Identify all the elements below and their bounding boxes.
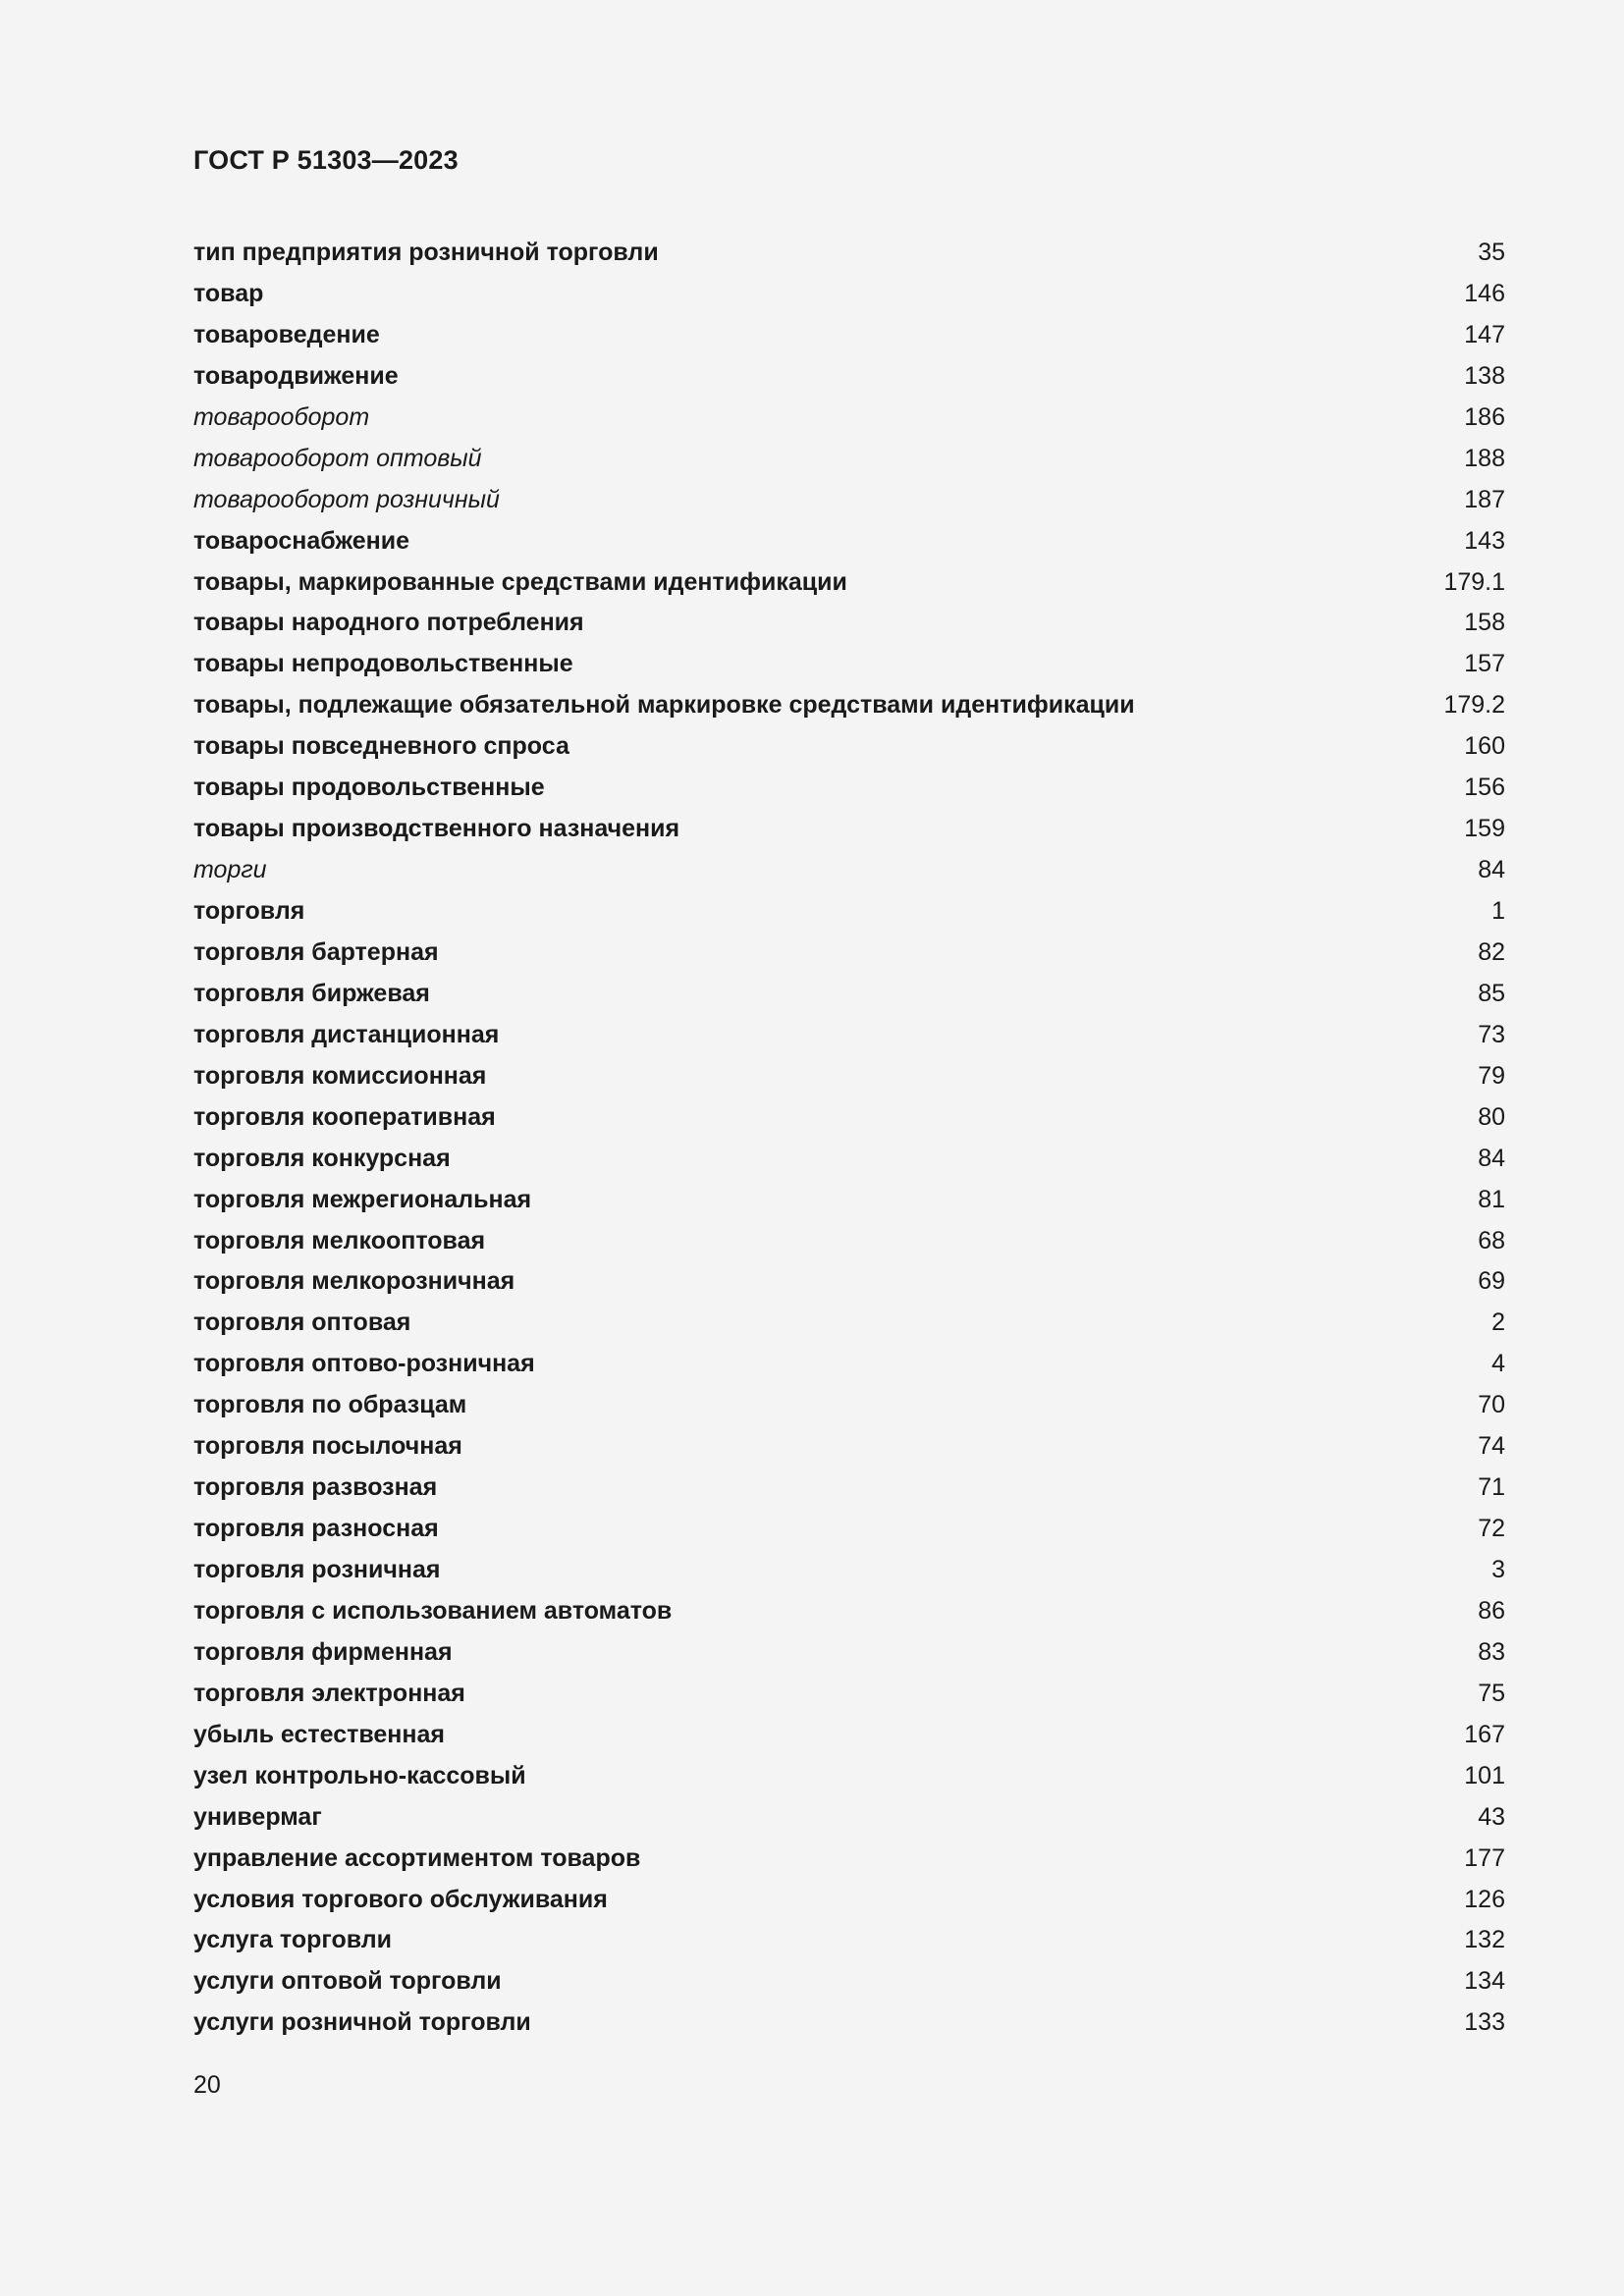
index-term: узел контрольно-кассовый <box>193 1761 526 1789</box>
index-ref-number: 82 <box>1478 937 1505 966</box>
index-term: товародвижение <box>193 361 399 390</box>
index-row <box>193 1467 1505 1508</box>
index-term: торговля оптовая <box>193 1308 411 1337</box>
index-ref-number: 68 <box>1478 1226 1505 1255</box>
index-ref-number: 160 <box>1464 732 1505 761</box>
index-row <box>193 602 1505 643</box>
index-term: торговля посылочная <box>193 1432 462 1461</box>
index-ref-number: 147 <box>1464 320 1505 348</box>
index-row <box>193 314 1505 355</box>
index-row <box>193 973 1505 1014</box>
index-ref-number: 69 <box>1478 1267 1505 1296</box>
index-ref-number: 157 <box>1464 650 1505 678</box>
index-term: тип предприятия розничной торговли <box>193 239 659 266</box>
index-term: торговля биржевая <box>193 979 430 1007</box>
index-ref-number: 101 <box>1464 1761 1505 1789</box>
index-ref-number: 2 <box>1491 1308 1505 1337</box>
index-term: торговля по образцам <box>193 1391 467 1419</box>
index-ref-number: 188 <box>1464 444 1505 472</box>
index-term: торговля розничная <box>193 1556 441 1583</box>
index-ref-number: 167 <box>1464 1720 1505 1748</box>
index-row <box>193 1796 1505 1838</box>
index-term: торговля разносная <box>193 1515 439 1543</box>
index-ref-number: 134 <box>1464 1967 1505 1996</box>
index-term: товароведение <box>193 320 380 348</box>
index-row <box>193 1838 1505 1879</box>
index-ref-number: 4 <box>1491 1350 1505 1378</box>
index-term: торговля оптово-розничная <box>193 1350 535 1378</box>
index-term: торговля мелкорозничная <box>193 1267 515 1296</box>
index-term: универмаг <box>193 1802 322 1831</box>
index-ref-number: 1 <box>1491 897 1505 925</box>
index-term: товарооборот <box>193 402 370 431</box>
index-ref-number: 156 <box>1464 774 1505 802</box>
index-ref-number: 179.2 <box>1443 691 1505 720</box>
index-row <box>193 355 1505 397</box>
index-term: торговля фирменная <box>193 1637 453 1666</box>
index-row <box>193 561 1505 603</box>
index-ref-number: 143 <box>1464 526 1505 555</box>
index-ref-number: 133 <box>1464 2008 1505 2037</box>
index-row <box>193 1220 1505 1261</box>
index-ref-number: 75 <box>1478 1679 1505 1707</box>
index-term: товарооборот розничный <box>193 485 500 513</box>
index-row <box>193 520 1505 561</box>
document-header: ГОСТ Р 51303—2023 <box>193 145 459 175</box>
index-ref-number: 35 <box>1478 239 1505 266</box>
index-row <box>193 808 1505 849</box>
index-ref-number: 86 <box>1478 1596 1505 1625</box>
index-term: товары, подлежащие обязательной маркировке средствами идентификации <box>193 691 1135 720</box>
index-term: торговля развозная <box>193 1473 438 1502</box>
index-term: торговля кооперативная <box>193 1102 496 1131</box>
index-row <box>193 849 1505 890</box>
index-row <box>193 1138 1505 1179</box>
index-ref-number: 179.1 <box>1443 567 1505 596</box>
index-term: товар <box>193 279 264 307</box>
term-index <box>193 232 1505 2043</box>
index-row <box>193 1631 1505 1673</box>
index-ref-number: 72 <box>1478 1515 1505 1543</box>
index-term: управление ассортиментом товаров <box>193 1843 641 1872</box>
index-ref-number: 138 <box>1464 361 1505 390</box>
index-row <box>193 1919 1505 1960</box>
index-row <box>193 932 1505 973</box>
index-term: торговля конкурсная <box>193 1144 451 1172</box>
index-row <box>193 1508 1505 1549</box>
index-ref-number: 126 <box>1464 1885 1505 1913</box>
index-ref-number: 132 <box>1464 1926 1505 1954</box>
index-row <box>193 1343 1505 1384</box>
index-ref-number: 74 <box>1478 1432 1505 1461</box>
index-ref-number: 146 <box>1464 279 1505 307</box>
index-row <box>193 1879 1505 1920</box>
index-ref-number: 3 <box>1491 1556 1505 1583</box>
index-term: товароснабжение <box>193 526 410 555</box>
index-term: торги <box>193 856 267 884</box>
index-ref-number: 186 <box>1464 402 1505 431</box>
index-row <box>193 725 1505 767</box>
index-term: товары производственного назначения <box>193 815 680 843</box>
index-row <box>193 232 1505 273</box>
index-row <box>193 479 1505 520</box>
index-ref-number: 159 <box>1464 815 1505 843</box>
index-ref-number: 84 <box>1478 1144 1505 1172</box>
index-ref-number: 187 <box>1464 485 1505 513</box>
index-term: услуги розничной торговли <box>193 2008 531 2037</box>
index-row <box>193 1960 1505 2002</box>
index-row <box>193 2002 1505 2043</box>
index-row <box>193 397 1505 438</box>
index-term: товары повседневного спроса <box>193 732 569 761</box>
index-ref-number: 43 <box>1478 1802 1505 1831</box>
index-term: товары непродовольственные <box>193 650 573 678</box>
index-row <box>193 1014 1505 1055</box>
index-ref-number: 177 <box>1464 1843 1505 1872</box>
index-ref-number: 85 <box>1478 979 1505 1007</box>
index-row <box>193 1755 1505 1796</box>
index-row <box>193 1096 1505 1138</box>
index-ref-number: 79 <box>1478 1061 1505 1090</box>
index-term: услуги оптовой торговли <box>193 1967 502 1996</box>
index-ref-number: 81 <box>1478 1185 1505 1213</box>
index-row <box>193 1260 1505 1302</box>
index-term: торговля мелкооптовая <box>193 1226 486 1255</box>
index-term: торговля бартерная <box>193 937 439 966</box>
index-term: товары, маркированные средствами идентификации <box>193 567 847 596</box>
index-row <box>193 1549 1505 1590</box>
index-term: условия торгового обслуживания <box>193 1885 608 1913</box>
index-row <box>193 1714 1505 1755</box>
index-row <box>193 1055 1505 1096</box>
index-row <box>193 890 1505 932</box>
index-ref-number: 80 <box>1478 1102 1505 1131</box>
index-row <box>193 767 1505 808</box>
index-term: торговля межрегиональная <box>193 1185 532 1213</box>
index-row <box>193 643 1505 684</box>
index-row <box>193 273 1505 314</box>
index-term: товары народного потребления <box>193 609 584 637</box>
index-term: услуга торговли <box>193 1926 393 1954</box>
index-ref-number: 83 <box>1478 1637 1505 1666</box>
index-row <box>193 1179 1505 1220</box>
index-row <box>193 1590 1505 1631</box>
index-term: товары продовольственные <box>193 774 545 802</box>
index-ref-number: 73 <box>1478 1020 1505 1048</box>
index-ref-number: 70 <box>1478 1391 1505 1419</box>
index-row <box>193 1302 1505 1343</box>
index-row <box>193 1425 1505 1467</box>
index-row <box>193 684 1505 725</box>
index-row <box>193 438 1505 479</box>
index-term: убыль естественная <box>193 1720 445 1748</box>
index-term: торговля электронная <box>193 1679 465 1707</box>
index-ref-number: 158 <box>1464 609 1505 637</box>
index-term: торговля <box>193 897 305 925</box>
index-term: торговля с использованием автоматов <box>193 1596 673 1625</box>
index-term: торговля комиссионная <box>193 1061 487 1090</box>
index-term: товарооборот оптовый <box>193 444 482 472</box>
index-row <box>193 1384 1505 1425</box>
page-number: 20 <box>193 2071 221 2099</box>
index-term: торговля дистанционная <box>193 1020 500 1048</box>
index-ref-number: 71 <box>1478 1473 1505 1502</box>
index-row <box>193 1673 1505 1714</box>
index-ref-number: 84 <box>1478 856 1505 884</box>
